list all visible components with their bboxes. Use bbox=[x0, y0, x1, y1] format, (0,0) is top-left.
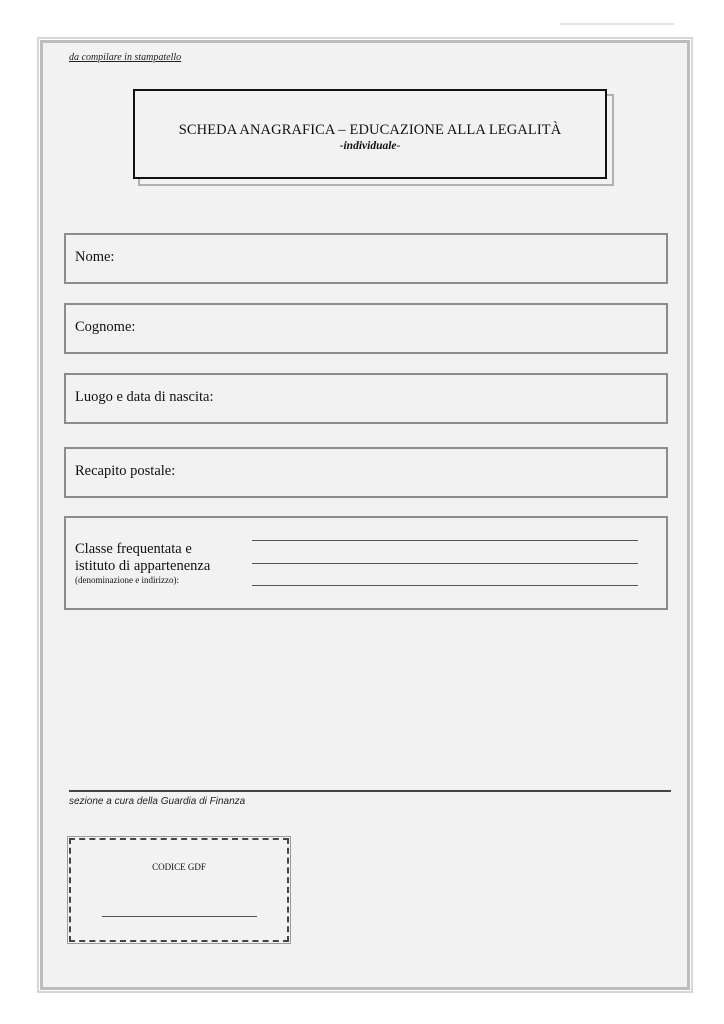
gdf-section-caption: sezione a cura della Guardia di Finanza bbox=[69, 796, 246, 807]
write-line-1[interactable] bbox=[252, 540, 638, 541]
luogo-data-nascita-label: Luogo e data di nascita: bbox=[75, 389, 214, 405]
form-title: SCHEDA ANAGRAFICA – EDUCAZIONE ALLA LEGALITÀ bbox=[178, 122, 562, 138]
classe-istituto-field[interactable] bbox=[64, 516, 668, 610]
form-subtitle: -individuale- bbox=[339, 140, 401, 152]
classe-istituto-note: (denominazione e indirizzo): bbox=[75, 575, 179, 585]
codice-gdf-label: CODICE GDF bbox=[152, 862, 206, 872]
classe-istituto-label: Classe frequentata e istituto di appartenenza bbox=[75, 541, 211, 574]
fill-instructions: da compilare in stampatello bbox=[69, 52, 182, 63]
top-decorative-line bbox=[560, 23, 674, 25]
cognome-label: Cognome: bbox=[75, 319, 136, 335]
recapito-postale-field[interactable] bbox=[64, 447, 668, 498]
recapito-postale-label: Recapito postale: bbox=[75, 463, 176, 479]
codice-gdf-line[interactable] bbox=[102, 916, 257, 917]
section-separator bbox=[69, 790, 671, 792]
title-box bbox=[133, 89, 607, 179]
luogo-data-nascita-field[interactable] bbox=[64, 373, 668, 424]
nome-field[interactable] bbox=[64, 233, 668, 284]
write-line-3[interactable] bbox=[252, 585, 638, 586]
codice-gdf-box[interactable] bbox=[69, 838, 289, 942]
nome-label: Nome: bbox=[75, 249, 115, 265]
write-line-2[interactable] bbox=[252, 563, 638, 564]
cognome-field[interactable] bbox=[64, 303, 668, 354]
